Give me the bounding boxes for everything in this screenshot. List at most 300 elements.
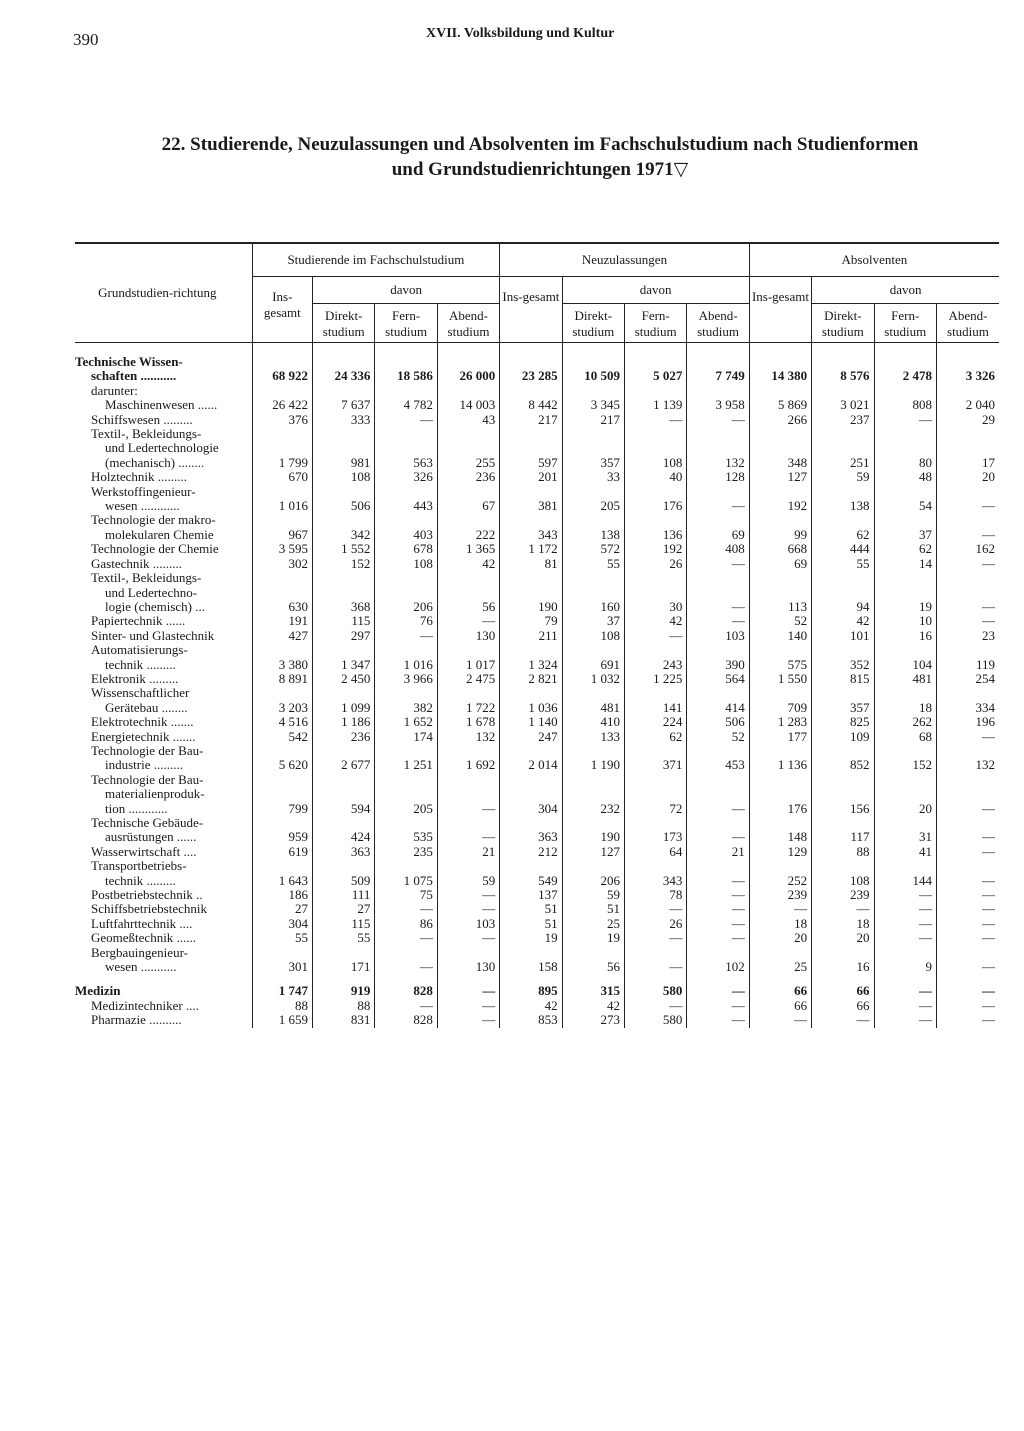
row-label-line: und Ledertechnologie <box>105 440 219 456</box>
value-cell: — <box>624 931 686 945</box>
value-cell: 4 516 <box>252 715 312 729</box>
table-row <box>75 686 999 715</box>
value-cell: 42 <box>624 614 686 628</box>
davon-header: davon <box>562 277 749 304</box>
value-cell: — <box>874 974 936 998</box>
table-row <box>75 773 999 816</box>
value-cell: 1 172 <box>500 542 562 556</box>
value-cell: — <box>624 946 686 975</box>
value-cell: 363 <box>500 816 562 845</box>
value-cell: 1 140 <box>500 715 562 729</box>
value-cell: 7 637 <box>313 384 375 413</box>
row-label <box>75 917 252 931</box>
value-cell: 1 678 <box>437 715 499 729</box>
row-label-line: materialienproduk- <box>105 786 205 802</box>
value-cell: 108 <box>562 629 624 643</box>
value-cell: — <box>624 999 686 1013</box>
value-cell: 8 442 <box>500 384 562 413</box>
value-cell: 542 <box>252 730 312 744</box>
value-cell: 56 <box>562 946 624 975</box>
value-cell: — <box>687 1013 749 1027</box>
value-cell: 1 016 <box>252 485 312 514</box>
value-cell: 48 <box>874 470 936 484</box>
value-cell: 3 203 <box>252 686 312 715</box>
value-cell: 133 <box>562 730 624 744</box>
value-cell: 535 <box>375 816 437 845</box>
table-row <box>75 427 999 470</box>
value-cell: 78 <box>624 888 686 902</box>
row-label <box>75 427 252 470</box>
value-cell: 21 <box>437 845 499 859</box>
value-cell: 88 <box>812 845 874 859</box>
value-cell: — <box>936 859 999 888</box>
value-cell: 236 <box>313 730 375 744</box>
value-cell: 509 <box>313 859 375 888</box>
row-label <box>75 470 252 484</box>
value-cell: — <box>687 571 749 614</box>
value-cell: 108 <box>624 427 686 470</box>
table-row <box>75 513 999 542</box>
value-cell: 453 <box>687 744 749 773</box>
value-cell: 113 <box>749 571 811 614</box>
row-label <box>75 931 252 945</box>
abendstudium-header: Abend-studium <box>437 304 499 343</box>
value-cell: 691 <box>562 643 624 672</box>
value-cell: — <box>936 485 999 514</box>
value-cell: 363 <box>313 845 375 859</box>
value-cell: 64 <box>624 845 686 859</box>
value-cell: 205 <box>375 773 437 816</box>
value-cell: — <box>749 1013 811 1027</box>
row-label-line: und Ledertechno- <box>105 584 198 600</box>
table-row <box>75 816 999 845</box>
value-cell: 162 <box>936 542 999 556</box>
spacer-cell <box>936 343 999 356</box>
value-cell: 26 <box>624 557 686 571</box>
value-cell: 115 <box>313 614 375 628</box>
value-cell: 301 <box>252 946 312 975</box>
value-cell: 119 <box>936 643 999 672</box>
value-cell: — <box>687 888 749 902</box>
value-cell: 251 <box>812 427 874 470</box>
value-cell: 572 <box>562 542 624 556</box>
row-label <box>75 773 252 816</box>
value-cell: 72 <box>624 773 686 816</box>
row-label-line: Werkstoffingenieur- <box>91 483 196 499</box>
value-cell: 1 652 <box>375 715 437 729</box>
value-cell: 967 <box>252 513 312 542</box>
value-cell: 357 <box>812 686 874 715</box>
value-cell: 101 <box>812 629 874 643</box>
row-label-line: Holztechnik ......... <box>91 469 188 485</box>
value-cell: — <box>936 974 999 998</box>
value-cell: — <box>936 816 999 845</box>
value-cell: — <box>936 845 999 859</box>
value-cell: 186 <box>252 888 312 902</box>
value-cell: 1 643 <box>252 859 312 888</box>
value-cell: 828 <box>375 1013 437 1027</box>
fernstudium-header: Fern-studium <box>874 304 936 343</box>
row-label-line: Maschinenwesen ...... <box>105 397 218 413</box>
value-cell: 138 <box>812 485 874 514</box>
table-row <box>75 730 999 744</box>
value-cell: — <box>936 557 999 571</box>
table-row <box>75 355 999 384</box>
value-cell: 37 <box>874 513 936 542</box>
row-label-line: Luftfahrttechnik .... <box>91 915 193 931</box>
value-cell: 3 345 <box>562 384 624 413</box>
table-header <box>75 243 999 343</box>
row-label-line: schaften ........... <box>91 368 177 384</box>
value-cell: 408 <box>687 542 749 556</box>
value-cell: — <box>687 999 749 1013</box>
row-label-line: Technische Wissen- <box>75 354 183 369</box>
value-cell: 20 <box>936 470 999 484</box>
row-label-line: Geomeßtechnik ...... <box>91 930 197 946</box>
value-cell: — <box>375 999 437 1013</box>
table-body <box>75 343 999 1028</box>
value-cell: 132 <box>437 730 499 744</box>
table-row <box>75 672 999 686</box>
group-header-neuzulassungen: Neuzulassungen <box>500 243 750 277</box>
row-label-line: Energietechnik ....... <box>91 728 196 744</box>
value-cell: 201 <box>500 470 562 484</box>
value-cell: 1 075 <box>375 859 437 888</box>
spacer-cell <box>562 343 624 356</box>
value-cell: 828 <box>375 974 437 998</box>
value-cell: 1 283 <box>749 715 811 729</box>
value-cell: 212 <box>500 845 562 859</box>
value-cell: — <box>936 614 999 628</box>
value-cell: 1 032 <box>562 672 624 686</box>
row-label-line: Transportbetriebs- <box>91 858 187 874</box>
value-cell: 1 036 <box>500 686 562 715</box>
table-row <box>75 413 999 427</box>
value-cell: 79 <box>500 614 562 628</box>
spacer-cell <box>252 343 312 356</box>
group-header-studierende: Studierende im Fachschulstudium <box>252 243 500 277</box>
value-cell: 348 <box>749 427 811 470</box>
value-cell: — <box>437 888 499 902</box>
value-cell: 41 <box>874 845 936 859</box>
value-cell: 19 <box>874 571 936 614</box>
value-cell: 506 <box>313 485 375 514</box>
row-label <box>75 686 252 715</box>
row-label <box>75 902 252 916</box>
running-head: XVII. Volksbildung und Kultur <box>426 26 615 41</box>
value-cell: 18 <box>812 917 874 931</box>
value-cell: — <box>375 902 437 916</box>
direktstudium-header: Direkt-studium <box>812 304 874 343</box>
value-cell: 3 595 <box>252 542 312 556</box>
row-label <box>75 816 252 845</box>
value-cell: — <box>687 413 749 427</box>
table-row <box>75 614 999 628</box>
value-cell: 205 <box>562 485 624 514</box>
table-row <box>75 715 999 729</box>
row-label-line: Sinter- und Glastechnik <box>91 627 215 643</box>
value-cell: — <box>687 557 749 571</box>
value-cell: 55 <box>812 557 874 571</box>
value-cell: 297 <box>313 629 375 643</box>
row-label-line: Textil-, Bekleidungs- <box>91 570 202 586</box>
value-cell: 16 <box>812 946 874 975</box>
value-cell: — <box>874 413 936 427</box>
value-cell: 5 869 <box>749 384 811 413</box>
value-cell: — <box>437 773 499 816</box>
value-cell: 136 <box>624 513 686 542</box>
table-row <box>75 1013 999 1027</box>
table-row <box>75 629 999 643</box>
value-cell: 51 <box>562 902 624 916</box>
value-cell: 668 <box>749 542 811 556</box>
value-cell: 26 <box>624 917 686 931</box>
row-label-line: Wissenschaftlicher <box>91 685 190 701</box>
value-cell: 137 <box>500 888 562 902</box>
value-cell: 1 365 <box>437 542 499 556</box>
value-cell: 1 747 <box>252 974 312 998</box>
value-cell: 217 <box>562 413 624 427</box>
table-row <box>75 974 999 998</box>
value-cell: 52 <box>749 614 811 628</box>
value-cell: 1 017 <box>437 643 499 672</box>
page-number: 390 <box>73 30 99 49</box>
value-cell: 333 <box>313 413 375 427</box>
value-cell: 55 <box>562 557 624 571</box>
value-cell: 148 <box>749 816 811 845</box>
value-cell: 173 <box>624 816 686 845</box>
row-label <box>75 946 252 975</box>
value-cell: 1 692 <box>437 744 499 773</box>
table-row <box>75 744 999 773</box>
value-cell: 111 <box>313 888 375 902</box>
value-cell: — <box>437 974 499 998</box>
abendstudium-header: Abend-studium <box>936 304 999 343</box>
spacer-cell <box>624 343 686 356</box>
value-cell: 831 <box>313 1013 375 1027</box>
value-cell: 10 <box>874 614 936 628</box>
value-cell: 88 <box>252 999 312 1013</box>
value-cell: 152 <box>313 557 375 571</box>
row-label-line: Gerätebau ........ <box>105 699 188 715</box>
value-cell: 42 <box>562 999 624 1013</box>
row-label-line: technik ......... <box>105 872 176 888</box>
row-label-line: industrie ......... <box>105 757 183 773</box>
value-cell: — <box>687 816 749 845</box>
row-label-line: Elektronik ......... <box>91 670 179 686</box>
row-label <box>75 744 252 773</box>
direktstudium-header: Direkt-studium <box>562 304 624 343</box>
value-cell: 69 <box>687 513 749 542</box>
value-cell: — <box>936 999 999 1013</box>
value-cell: 30 <box>624 571 686 614</box>
value-cell: 102 <box>687 946 749 975</box>
value-cell: 192 <box>749 485 811 514</box>
value-cell: 1 186 <box>313 715 375 729</box>
row-label <box>75 614 252 628</box>
value-cell: 192 <box>624 542 686 556</box>
row-label <box>75 485 252 514</box>
spacer-cell <box>375 343 437 356</box>
value-cell: 69 <box>749 557 811 571</box>
table-title <box>100 132 980 182</box>
value-cell: 115 <box>313 917 375 931</box>
value-cell: 808 <box>874 384 936 413</box>
value-cell: 302 <box>252 557 312 571</box>
value-cell: 94 <box>812 571 874 614</box>
value-cell: 236 <box>437 470 499 484</box>
value-cell: 2 450 <box>313 672 375 686</box>
value-cell: — <box>936 902 999 916</box>
value-cell: 580 <box>624 1013 686 1027</box>
value-cell: 2 040 <box>936 384 999 413</box>
value-cell: 141 <box>624 686 686 715</box>
value-cell: 76 <box>375 614 437 628</box>
row-label <box>75 355 252 384</box>
value-cell: 217 <box>500 413 562 427</box>
value-cell: 25 <box>749 946 811 975</box>
value-cell: — <box>437 1013 499 1027</box>
value-cell: 919 <box>313 974 375 998</box>
value-cell: — <box>874 931 936 945</box>
value-cell: 334 <box>936 686 999 715</box>
value-cell: 237 <box>812 413 874 427</box>
value-cell: 262 <box>874 715 936 729</box>
value-cell: — <box>624 413 686 427</box>
row-label-line: Technologie der makro- <box>91 512 216 528</box>
value-cell: 481 <box>562 686 624 715</box>
row-label <box>75 999 252 1013</box>
value-cell: — <box>936 931 999 945</box>
value-cell: — <box>687 485 749 514</box>
value-cell: 23 285 <box>500 355 562 384</box>
table-row <box>75 946 999 975</box>
value-cell: — <box>687 917 749 931</box>
value-cell: 42 <box>812 614 874 628</box>
value-cell: 326 <box>375 470 437 484</box>
value-cell: 174 <box>375 730 437 744</box>
value-cell: 1 139 <box>624 384 686 413</box>
row-label-line: Papiertechnik ...... <box>91 613 186 629</box>
value-cell: 51 <box>500 917 562 931</box>
table-row <box>75 917 999 931</box>
value-cell: 247 <box>500 730 562 744</box>
value-cell: 14 003 <box>437 384 499 413</box>
value-cell: 239 <box>749 888 811 902</box>
value-cell: 594 <box>313 773 375 816</box>
value-cell: 444 <box>812 542 874 556</box>
value-cell: 176 <box>749 773 811 816</box>
value-cell: 580 <box>624 974 686 998</box>
value-cell: 18 <box>874 686 936 715</box>
value-cell: 19 <box>500 931 562 945</box>
row-label-line: Automatisierungs- <box>91 642 188 658</box>
table-title-line-1: 22. Studierende, Neuzulassungen und Absolventen im Fachschulstudium nach Studienformen <box>161 134 919 155</box>
table-title-line-2: und Grundstudienrichtungen 1971▽ <box>391 159 689 180</box>
value-cell: 42 <box>437 557 499 571</box>
davon-header: davon <box>313 277 500 304</box>
value-cell: — <box>749 902 811 916</box>
value-cell: 410 <box>562 715 624 729</box>
row-label-line: wesen ............ <box>105 498 180 514</box>
value-cell: 853 <box>500 1013 562 1027</box>
value-cell: 815 <box>812 672 874 686</box>
value-cell: — <box>936 773 999 816</box>
value-cell: 31 <box>874 816 936 845</box>
table-row <box>75 902 999 916</box>
value-cell: 62 <box>624 730 686 744</box>
value-cell: — <box>936 513 999 542</box>
value-cell: — <box>874 888 936 902</box>
value-cell: — <box>936 1013 999 1027</box>
value-cell: 156 <box>812 773 874 816</box>
value-cell: 371 <box>624 744 686 773</box>
value-cell: 55 <box>252 931 312 945</box>
value-cell: 630 <box>252 571 312 614</box>
row-label-line: darunter: <box>91 382 138 398</box>
value-cell: 506 <box>687 715 749 729</box>
value-cell: 2 478 <box>874 355 936 384</box>
table-row <box>75 845 999 859</box>
value-cell: 54 <box>874 485 936 514</box>
row-label-line: (mechanisch) ........ <box>105 454 205 470</box>
value-cell: 40 <box>624 470 686 484</box>
row-label <box>75 715 252 729</box>
row-label <box>75 557 252 571</box>
value-cell: 3 326 <box>936 355 999 384</box>
value-cell: 158 <box>500 946 562 975</box>
table-row <box>75 384 999 413</box>
value-cell: 895 <box>500 974 562 998</box>
row-label-line: tion ............ <box>105 800 168 816</box>
value-cell: 1 552 <box>313 542 375 556</box>
value-cell: 138 <box>562 513 624 542</box>
value-cell: 59 <box>562 888 624 902</box>
row-label <box>75 384 252 413</box>
value-cell: 3 380 <box>252 643 312 672</box>
value-cell: 129 <box>749 845 811 859</box>
value-cell: 108 <box>375 557 437 571</box>
value-cell: 376 <box>252 413 312 427</box>
abendstudium-header: Abend-studium <box>687 304 749 343</box>
table-row <box>75 643 999 672</box>
value-cell: 342 <box>313 513 375 542</box>
value-cell: 8 891 <box>252 672 312 686</box>
spacer-cell <box>437 343 499 356</box>
value-cell: 2 677 <box>313 744 375 773</box>
row-label <box>75 542 252 556</box>
value-cell: 315 <box>562 974 624 998</box>
value-cell: — <box>375 946 437 975</box>
value-cell: 140 <box>749 629 811 643</box>
value-cell: 99 <box>749 513 811 542</box>
value-cell: 59 <box>812 470 874 484</box>
value-cell: 52 <box>687 730 749 744</box>
row-label <box>75 513 252 542</box>
group-header-absolventen: Absolventen <box>749 243 999 277</box>
value-cell: 3 966 <box>375 672 437 686</box>
row-label-line: ausrüstungen ...... <box>105 829 197 845</box>
value-cell: 619 <box>252 845 312 859</box>
spacer-cell <box>500 343 562 356</box>
value-cell: 254 <box>936 672 999 686</box>
value-cell: 4 782 <box>375 384 437 413</box>
value-cell: 403 <box>375 513 437 542</box>
row-label <box>75 859 252 888</box>
value-cell: — <box>437 816 499 845</box>
row-label-line: wesen ........... <box>105 959 177 975</box>
value-cell: 190 <box>500 571 562 614</box>
